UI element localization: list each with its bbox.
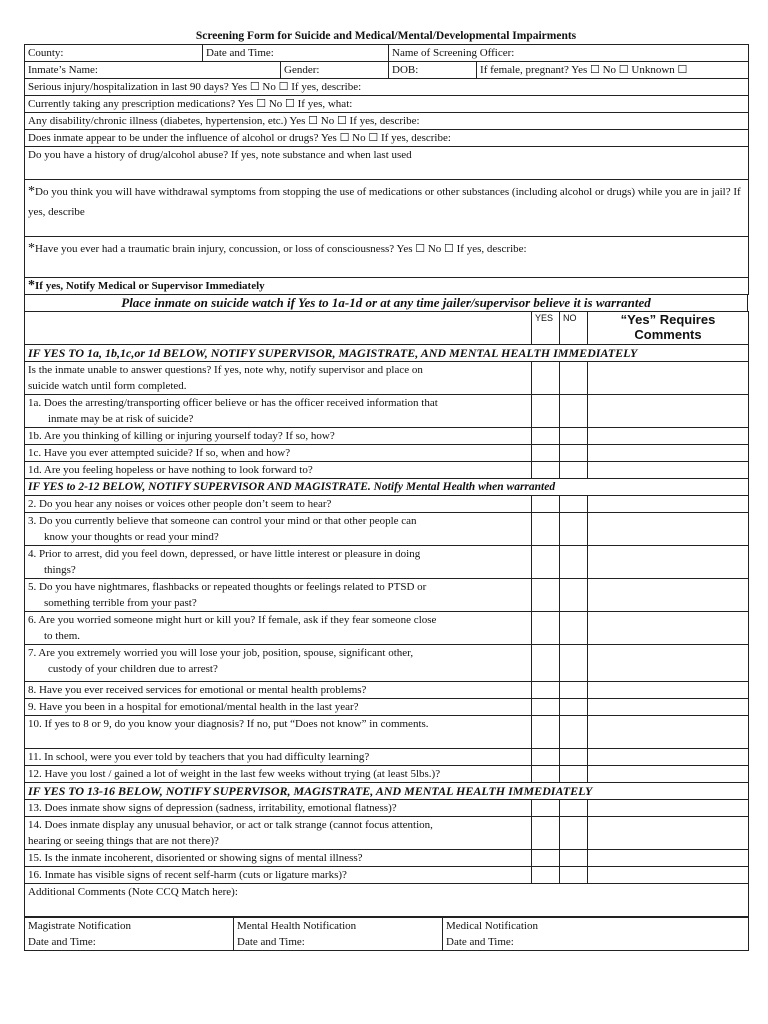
- question-1a: [25, 395, 532, 428]
- yes-cell[interactable]: [532, 513, 560, 546]
- question-text: 4. Prior to arrest, did you feel down, depressed, or have little interest or pleasure in doing: [28, 548, 421, 560]
- question-4: [25, 546, 532, 579]
- question-text: suicide watch until form completed.: [28, 380, 187, 392]
- question-9: 9. Have you been in a hospital for emotional/mental health in the last year?: [25, 699, 532, 716]
- question-text: 1a. Does the arresting/transporting officer believe or has the officer received information that: [28, 397, 438, 409]
- mental-health-notification-label: Mental Health Notification: [237, 920, 357, 932]
- yes-cell[interactable]: [532, 800, 560, 817]
- comments-cell[interactable]: [588, 699, 749, 716]
- question-text: hearing or seeing things that are not there)?: [28, 835, 219, 847]
- notify-medical-text: If yes, Notify Medical or Supervisor Immediately: [35, 280, 265, 292]
- yes-cell[interactable]: [532, 546, 560, 579]
- yes-cell[interactable]: [532, 645, 560, 682]
- question-text: things?: [44, 564, 76, 576]
- yes-cell[interactable]: [532, 579, 560, 612]
- question-text: 3. Do you currently believe that someone can control your mind or that other people can: [28, 515, 417, 527]
- medical-injury-row[interactable]: Serious injury/hospitalization in last 90 days? Yes ☐ No ☐ If yes, describe:: [25, 79, 749, 96]
- comments-cell[interactable]: [588, 867, 749, 884]
- suicide-watch-banner: Place inmate on suicide watch if Yes to 1a-1d or at any time jailer/supervisor believe it is warranted: [24, 295, 748, 311]
- no-cell[interactable]: [560, 716, 588, 749]
- question-8: 8. Have you ever received services for emotional or mental health problems?: [25, 682, 532, 699]
- question-12: 12. Have you lost / gained a lot of weight in the last few weeks without trying (at least 5lbs.)?: [25, 766, 532, 783]
- yes-cell[interactable]: [532, 445, 560, 462]
- question-text: something terrible from your past?: [44, 597, 197, 609]
- question-5: [25, 579, 532, 612]
- comments-cell[interactable]: [588, 362, 749, 395]
- no-cell[interactable]: [560, 682, 588, 699]
- no-cell[interactable]: [560, 428, 588, 445]
- comments-cell[interactable]: [588, 546, 749, 579]
- comments-cell[interactable]: [588, 612, 749, 645]
- question-text: inmate may be at risk of suicide?: [48, 413, 194, 425]
- yes-column-header: YES: [532, 312, 560, 345]
- comments-cell[interactable]: [588, 395, 749, 428]
- tbi-question: Have you ever had a traumatic brain injury, concussion, or loss of consciousness? Yes ☐ No ☐ If yes, describe:: [35, 243, 527, 255]
- medical-influence-row[interactable]: Does inmate appear to be under the influence of alcohol or drugs? Yes ☐ No ☐ If yes, describe:: [25, 130, 749, 147]
- yes-cell[interactable]: [532, 699, 560, 716]
- medical-abuse-history-row[interactable]: Do you have a history of drug/alcohol abuse? If yes, note substance and when last used: [25, 147, 749, 180]
- yes-cell[interactable]: [532, 496, 560, 513]
- no-cell[interactable]: [560, 546, 588, 579]
- medical-disability-row[interactable]: Any disability/chronic illness (diabetes, hypertension, etc.) Yes ☐ No ☐ If yes, describe:: [25, 113, 749, 130]
- notification-table: [24, 917, 749, 951]
- yes-cell[interactable]: [532, 749, 560, 766]
- no-cell[interactable]: [560, 800, 588, 817]
- yes-cell[interactable]: [532, 462, 560, 479]
- no-cell[interactable]: [560, 850, 588, 867]
- question-11: 11. In school, were you ever told by teachers that you had difficulty learning?: [25, 749, 532, 766]
- question-text: to them.: [44, 630, 81, 642]
- comments-column-header: “Yes” Requires Comments: [588, 312, 749, 345]
- yes-cell[interactable]: [532, 395, 560, 428]
- yes-cell[interactable]: [532, 766, 560, 783]
- date-time-label: Date and Time:: [28, 936, 96, 948]
- star-marker: *: [28, 241, 35, 256]
- no-cell[interactable]: [560, 612, 588, 645]
- no-cell[interactable]: [560, 462, 588, 479]
- question-text: 6. Are you worried someone might hurt or kill you? If female, ask if they fear someone close: [28, 614, 437, 626]
- tbi-row[interactable]: [25, 237, 749, 278]
- yes-cell[interactable]: [532, 428, 560, 445]
- magistrate-notification-label: Magistrate Notification: [28, 920, 131, 932]
- question-header-blank: [25, 312, 532, 345]
- question-13: 13. Does inmate show signs of depression (sadness, irritability, emotional flatness)?: [25, 800, 532, 817]
- info-table: [24, 44, 749, 295]
- comments-cell[interactable]: [588, 682, 749, 699]
- yes-cell[interactable]: [532, 362, 560, 395]
- question-15: 15. Is the inmate incoherent, disoriented or showing signs of mental illness?: [25, 850, 532, 867]
- notify-medical-row: [25, 278, 749, 295]
- question-unable: [25, 362, 532, 395]
- no-cell[interactable]: [560, 496, 588, 513]
- section-2-main: IF YES to 2-12 BELOW, NOTIFY SUPERVISOR AND MAGISTRATE.: [28, 481, 374, 493]
- section-2-header: [25, 479, 749, 496]
- no-cell[interactable]: [560, 645, 588, 682]
- comments-cell[interactable]: [588, 645, 749, 682]
- comments-cell[interactable]: [588, 445, 749, 462]
- yes-cell[interactable]: [532, 612, 560, 645]
- question-text: custody of your children due to arrest?: [48, 663, 218, 675]
- comments-cell[interactable]: [588, 579, 749, 612]
- no-cell[interactable]: [560, 445, 588, 462]
- star-marker: *: [28, 184, 35, 199]
- question-text: 7. Are you extremely worried you will lose your job, position, spouse, significant other,: [28, 647, 414, 659]
- date-time-label: Date and Time:: [237, 936, 305, 948]
- question-7: [25, 645, 532, 682]
- question-1d: 1d. Are you feeling hopeless or have nothing to look forward to?: [25, 462, 532, 479]
- section-3-header: IF YES TO 13-16 BELOW, NOTIFY SUPERVISOR, MAGISTRATE, AND MENTAL HEALTH IMMEDIATELY: [25, 783, 749, 800]
- no-cell[interactable]: [560, 766, 588, 783]
- screening-officer-field[interactable]: Name of Screening Officer:: [389, 45, 749, 62]
- yes-cell[interactable]: [532, 682, 560, 699]
- comments-cell[interactable]: [588, 749, 749, 766]
- comments-cell[interactable]: [588, 496, 749, 513]
- question-1c: 1c. Have you ever attempted suicide? If so, when and how?: [25, 445, 532, 462]
- section-2-note: Notify Mental Health when warranted: [373, 481, 556, 493]
- withdrawal-row[interactable]: [25, 180, 749, 237]
- question-16: 16. Inmate has visible signs of recent self-harm (cuts or ligature marks)?: [25, 867, 532, 884]
- no-cell[interactable]: [560, 749, 588, 766]
- gender-field[interactable]: Gender:: [281, 62, 389, 79]
- no-cell[interactable]: [560, 817, 588, 850]
- comments-cell[interactable]: [588, 817, 749, 850]
- medical-prescription-row[interactable]: Currently taking any prescription medications? Yes ☐ No ☐ If yes, what:: [25, 96, 749, 113]
- question-14: [25, 817, 532, 850]
- section-1-header: IF YES TO 1a, 1b,1c,or 1d BELOW, NOTIFY SUPERVISOR, MAGISTRATE, AND MENTAL HEALTH IMMEDIATELY: [25, 345, 749, 362]
- additional-comments-field[interactable]: Additional Comments (Note CCQ Match here):: [25, 884, 749, 917]
- form-title: Screening Form for Suicide and Medical/Mental/Developmental Impairments: [195, 30, 577, 42]
- comments-cell[interactable]: [588, 716, 749, 749]
- question-text: Is the inmate unable to answer questions? If yes, note why, notify supervisor and place on: [28, 364, 423, 376]
- question-text: 14. Does inmate display any unusual behavior, or act or talk strange (cannot focus attention,: [28, 819, 433, 831]
- question-3: [25, 513, 532, 546]
- medical-notification-field[interactable]: [443, 918, 749, 951]
- pregnant-field[interactable]: If female, pregnant? Yes ☐ No ☐ Unknown ☐: [477, 62, 749, 79]
- comments-cell[interactable]: [588, 513, 749, 546]
- no-cell[interactable]: [560, 513, 588, 546]
- date-time-label: Date and Time:: [446, 936, 514, 948]
- no-cell[interactable]: [560, 867, 588, 884]
- comments-cell[interactable]: [588, 850, 749, 867]
- question-10: 10. If yes to 8 or 9, do you know your diagnosis? If no, put “Does not know” in comments.: [25, 716, 532, 749]
- comments-cell[interactable]: [588, 428, 749, 445]
- no-cell[interactable]: [560, 362, 588, 395]
- questions-table: [24, 311, 749, 917]
- date-time-field[interactable]: Date and Time:: [203, 45, 389, 62]
- yes-cell[interactable]: [532, 716, 560, 749]
- screening-form: [24, 28, 748, 951]
- yes-cell[interactable]: [532, 817, 560, 850]
- withdrawal-question: Do you think you will have withdrawal symptoms from stopping the use of medications or other substances (including alcohol or drugs) while you are in jail? If yes, describe: [28, 186, 741, 218]
- question-text: 5. Do you have nightmares, flashbacks or repeated thoughts or feelings related to PTSD or: [28, 581, 427, 593]
- question-6: [25, 612, 532, 645]
- no-cell[interactable]: [560, 699, 588, 716]
- comments-cell[interactable]: [588, 800, 749, 817]
- medical-notification-label: Medical Notification: [446, 920, 538, 932]
- question-1b: 1b. Are you thinking of killing or injuring yourself today? If so, how?: [25, 428, 532, 445]
- mental-health-notification-field[interactable]: [234, 918, 443, 951]
- inmate-name-field[interactable]: Inmate’s Name:: [25, 62, 281, 79]
- county-field[interactable]: County:: [25, 45, 203, 62]
- star-marker: *: [28, 278, 35, 293]
- no-cell[interactable]: [560, 395, 588, 428]
- no-cell[interactable]: [560, 579, 588, 612]
- question-2: 2. Do you hear any noises or voices other people don’t seem to hear?: [25, 496, 532, 513]
- question-text: know your thoughts or read your mind?: [44, 531, 219, 543]
- yes-cell[interactable]: [532, 850, 560, 867]
- dob-field[interactable]: DOB:: [389, 62, 477, 79]
- comments-cell[interactable]: [588, 462, 749, 479]
- yes-cell[interactable]: [532, 867, 560, 884]
- no-column-header: NO: [560, 312, 588, 345]
- magistrate-notification-field[interactable]: [25, 918, 234, 951]
- comments-cell[interactable]: [588, 766, 749, 783]
